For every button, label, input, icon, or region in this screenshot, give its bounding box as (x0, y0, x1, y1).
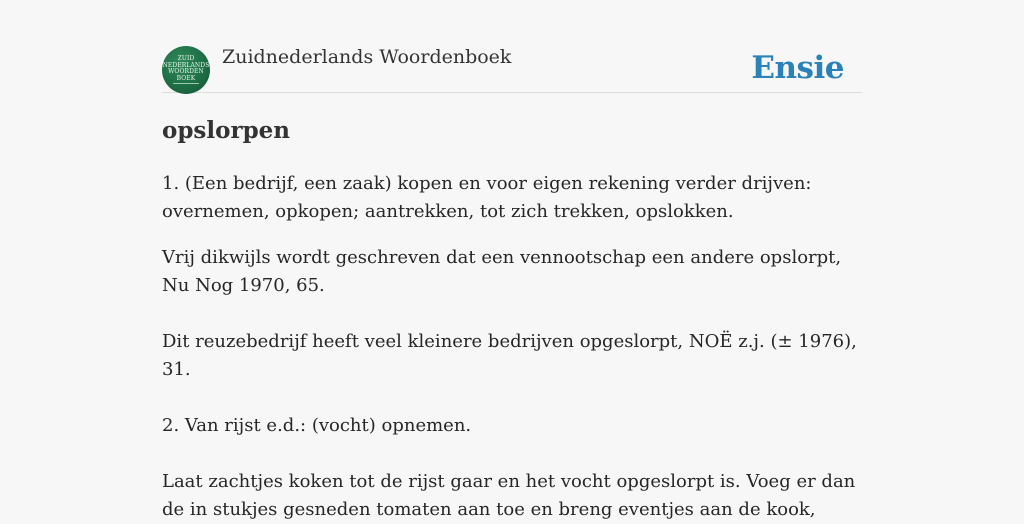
logo-line-1: ZUID (177, 55, 195, 62)
site-name-link[interactable]: Zuidnederlands Woordenboek (222, 46, 512, 68)
example-2: Dit reuzebedrijf heeft veel kleinere bedrijven opgeslorpt, NOË z.j. (± 1976), 31. (162, 331, 857, 380)
definition-1: 1. (Een bedrijf, een zaak) kopen en voor eigen rekening verder drijven: overnemen, opkopen; aantrekken, tot zich trekken, opslokken. (162, 173, 812, 222)
dictionary-logo[interactable] (162, 46, 210, 94)
logo-line-2: NEDERLANDS (162, 61, 210, 69)
logo-line-4: BOEK (176, 74, 196, 82)
brand-logo-link[interactable]: Ensie (751, 50, 844, 86)
logo-divider (173, 83, 199, 84)
definition-2: 2. Van rijst e.d.: (vocht) opnemen. (162, 415, 472, 436)
site-header (162, 44, 862, 93)
entry-headword: opslorpen (162, 117, 291, 144)
example-3: Laat zachtjes koken tot de rijst gaar en het vocht opgeslorpt is. Voeg er dan de in stukjes gesneden tomaten aan toe en breng eventjes aan de kook, (162, 471, 856, 520)
entry-content (162, 114, 862, 524)
example-1: Vrij dikwijls wordt geschreven dat een vennootschap een andere opslorpt, Nu Nog 1970, 65. (162, 247, 842, 296)
logo-line-3: WOORDEN (168, 68, 204, 75)
